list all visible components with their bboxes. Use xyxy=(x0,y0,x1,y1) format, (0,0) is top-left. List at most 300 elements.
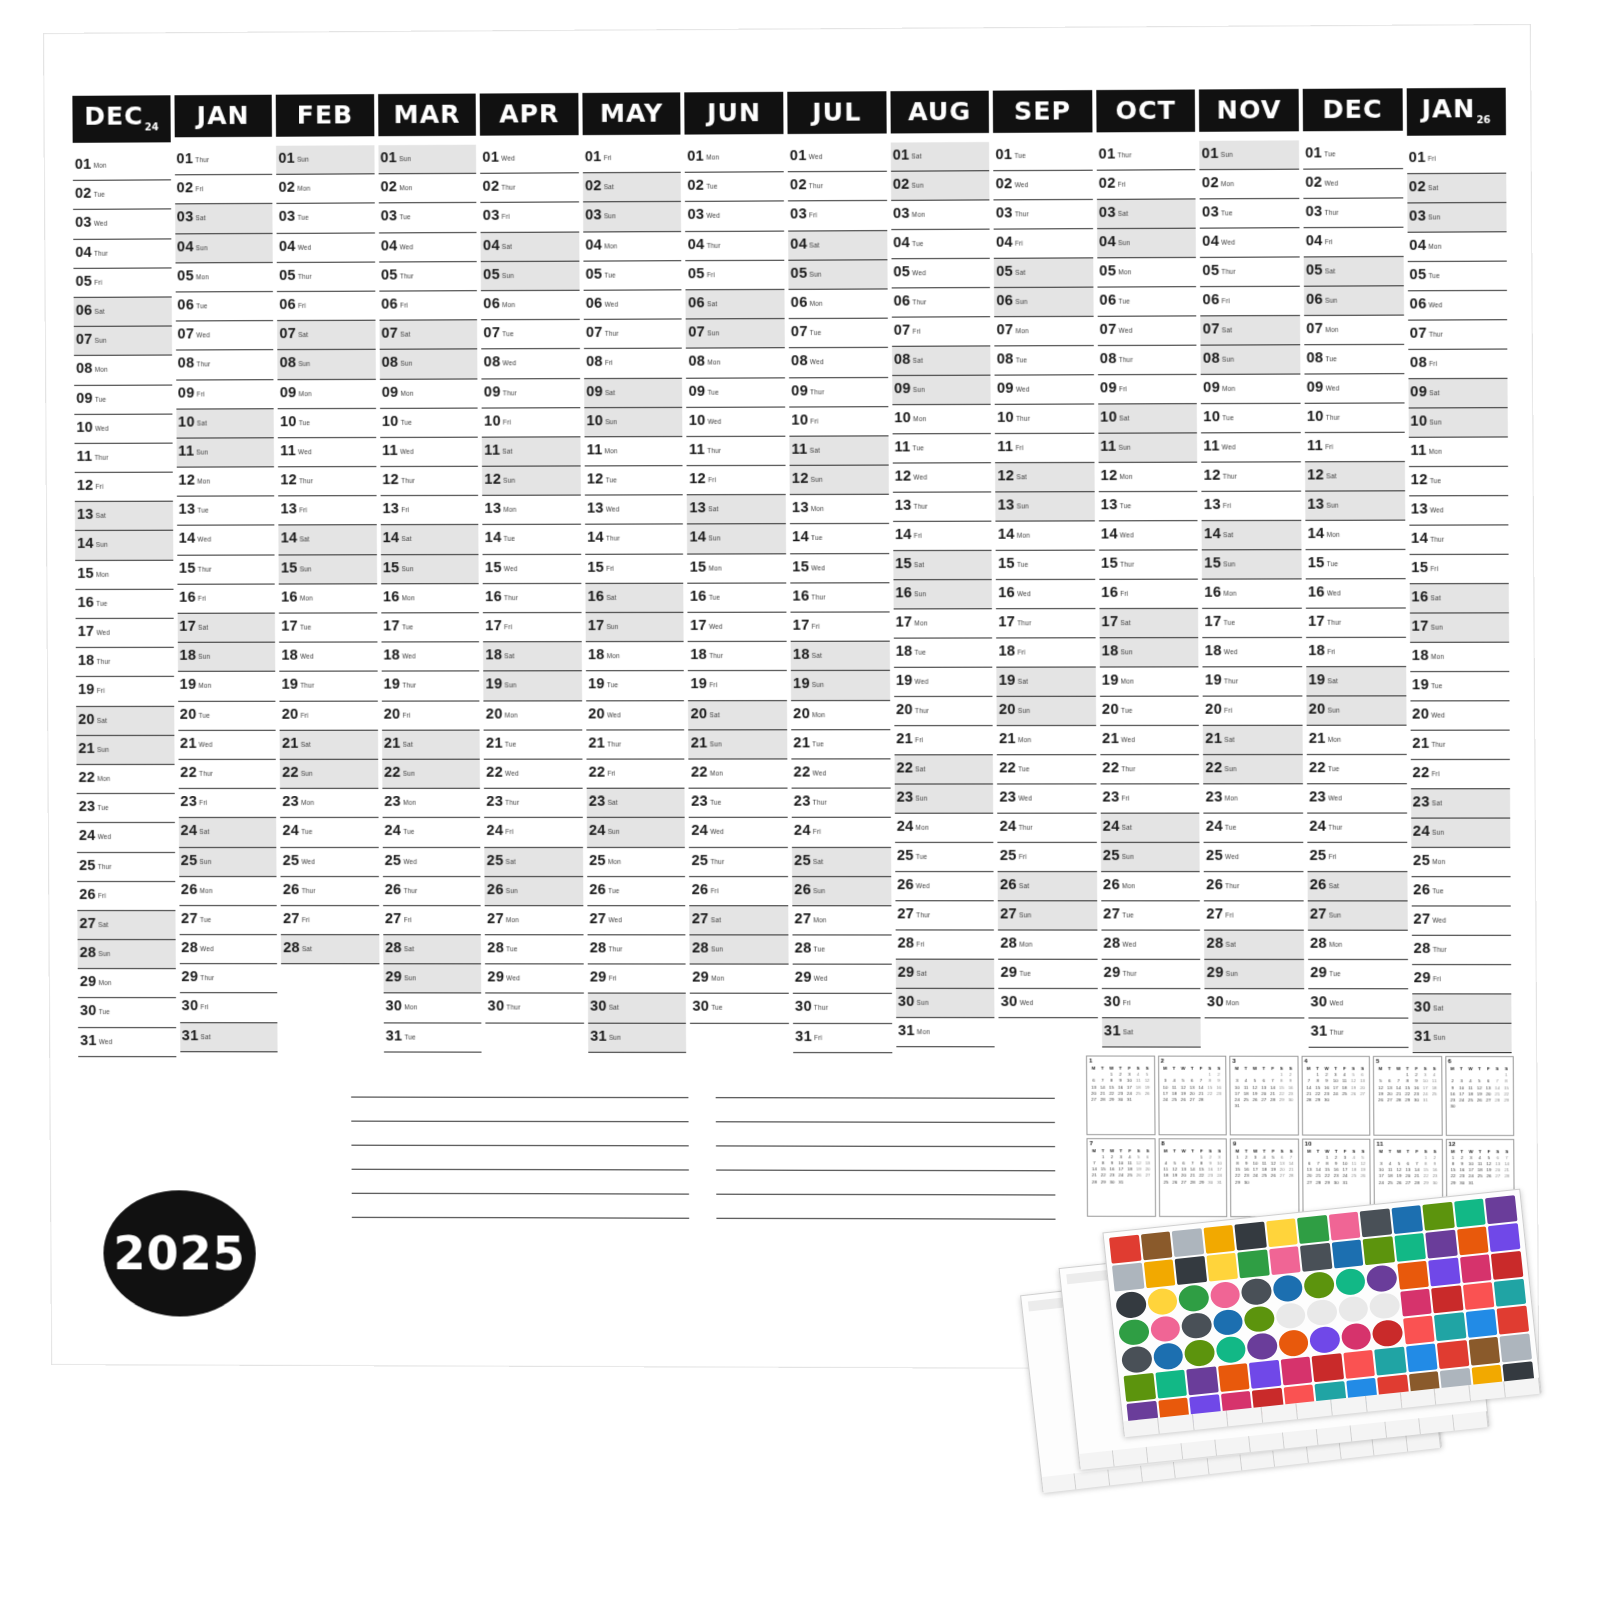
day-row[interactable] xyxy=(279,643,377,672)
day-row[interactable] xyxy=(280,701,378,730)
day-row[interactable] xyxy=(792,906,891,935)
day-row[interactable] xyxy=(1410,760,1510,789)
day-row[interactable] xyxy=(892,434,991,463)
day-row[interactable] xyxy=(178,789,276,818)
day-row[interactable] xyxy=(891,171,990,201)
day-row[interactable] xyxy=(481,232,579,262)
day-row[interactable] xyxy=(1306,696,1406,725)
day-row[interactable] xyxy=(178,701,276,730)
day-row[interactable] xyxy=(689,818,788,847)
notes-line[interactable] xyxy=(716,1170,1055,1172)
day-row[interactable] xyxy=(383,877,481,906)
day-row[interactable] xyxy=(996,609,1095,638)
day-row[interactable] xyxy=(891,317,990,347)
day-row[interactable] xyxy=(175,234,273,264)
day-row[interactable] xyxy=(1099,638,1198,667)
day-row[interactable] xyxy=(1303,140,1403,170)
day-row[interactable] xyxy=(688,671,787,700)
day-row[interactable] xyxy=(1304,257,1404,287)
day-row[interactable] xyxy=(382,818,480,847)
day-row[interactable] xyxy=(277,321,375,351)
day-row[interactable] xyxy=(178,760,276,789)
notes-line[interactable] xyxy=(351,1121,688,1123)
day-row[interactable] xyxy=(585,554,684,584)
day-row[interactable] xyxy=(685,172,784,202)
day-row[interactable] xyxy=(279,613,377,642)
day-row[interactable] xyxy=(997,784,1096,813)
day-row[interactable] xyxy=(1201,345,1300,375)
day-row[interactable] xyxy=(790,495,889,525)
day-row[interactable] xyxy=(380,467,478,497)
day-row[interactable] xyxy=(588,994,687,1023)
day-row[interactable] xyxy=(381,642,479,671)
day-row[interactable] xyxy=(277,292,375,322)
day-row[interactable] xyxy=(76,736,174,765)
day-row[interactable] xyxy=(1305,433,1405,463)
day-row[interactable] xyxy=(1411,877,1511,906)
day-row[interactable] xyxy=(1101,901,1200,930)
day-row[interactable] xyxy=(791,730,890,759)
day-row[interactable] xyxy=(1201,375,1300,405)
day-row[interactable] xyxy=(688,554,787,584)
day-row[interactable] xyxy=(1407,203,1507,233)
day-row[interactable] xyxy=(791,701,890,730)
day-row[interactable] xyxy=(791,759,890,788)
day-row[interactable] xyxy=(587,818,686,847)
day-row[interactable] xyxy=(280,760,378,789)
day-row[interactable] xyxy=(1407,291,1507,321)
day-row[interactable] xyxy=(994,288,1093,318)
notes-line[interactable] xyxy=(716,1097,1055,1099)
day-row[interactable] xyxy=(1410,643,1510,672)
day-row[interactable] xyxy=(997,668,1096,697)
day-row[interactable] xyxy=(485,906,583,935)
day-row[interactable] xyxy=(177,497,275,526)
day-row[interactable] xyxy=(790,466,889,496)
day-row[interactable] xyxy=(1204,814,1303,843)
day-row[interactable] xyxy=(1097,258,1196,288)
notes-line[interactable] xyxy=(716,1145,1055,1147)
day-row[interactable] xyxy=(176,467,274,497)
day-row[interactable] xyxy=(484,789,582,818)
day-row[interactable] xyxy=(584,378,683,408)
day-row[interactable] xyxy=(78,998,176,1027)
day-row[interactable] xyxy=(279,555,377,584)
day-row[interactable] xyxy=(175,175,273,205)
day-row[interactable] xyxy=(994,258,1093,288)
day-row[interactable] xyxy=(1098,433,1197,463)
day-row[interactable] xyxy=(180,994,278,1023)
day-row[interactable] xyxy=(998,901,1097,930)
day-row[interactable] xyxy=(1203,667,1302,696)
day-row[interactable] xyxy=(690,906,789,935)
day-row[interactable] xyxy=(179,847,277,876)
day-row[interactable] xyxy=(480,144,578,174)
day-row[interactable] xyxy=(1097,170,1196,200)
day-row[interactable] xyxy=(1308,901,1408,930)
day-row[interactable] xyxy=(1205,960,1304,989)
day-row[interactable] xyxy=(1409,613,1509,642)
day-row[interactable] xyxy=(380,438,478,468)
day-row[interactable] xyxy=(892,376,991,406)
day-row[interactable] xyxy=(1304,316,1404,346)
day-row[interactable] xyxy=(1410,731,1510,760)
day-row[interactable] xyxy=(686,349,785,379)
notes-line[interactable] xyxy=(716,1218,1055,1220)
day-row[interactable] xyxy=(896,989,995,1018)
day-row[interactable] xyxy=(994,317,1093,347)
day-row[interactable] xyxy=(687,437,786,467)
day-row[interactable] xyxy=(76,619,174,648)
day-row[interactable] xyxy=(75,531,173,560)
day-row[interactable] xyxy=(74,385,172,415)
day-row[interactable] xyxy=(178,731,276,760)
day-row[interactable] xyxy=(74,297,172,327)
day-row[interactable] xyxy=(483,613,581,642)
day-row[interactable] xyxy=(379,233,477,263)
day-row[interactable] xyxy=(177,584,275,613)
day-row[interactable] xyxy=(1097,316,1196,346)
day-row[interactable] xyxy=(1307,843,1407,872)
day-row[interactable] xyxy=(276,175,374,205)
day-row[interactable] xyxy=(895,843,994,872)
day-row[interactable] xyxy=(792,847,891,876)
day-row[interactable] xyxy=(76,648,174,677)
day-row[interactable] xyxy=(175,204,273,234)
day-row[interactable] xyxy=(891,200,990,230)
day-row[interactable] xyxy=(1101,872,1200,901)
day-row[interactable] xyxy=(583,144,682,174)
day-row[interactable] xyxy=(482,437,580,467)
day-row[interactable] xyxy=(178,818,276,847)
day-row[interactable] xyxy=(277,350,375,380)
day-row[interactable] xyxy=(1409,525,1509,555)
day-row[interactable] xyxy=(689,759,788,788)
day-row[interactable] xyxy=(1200,199,1299,229)
day-row[interactable] xyxy=(893,522,992,551)
day-row[interactable] xyxy=(790,583,889,613)
day-row[interactable] xyxy=(788,143,887,173)
day-row[interactable] xyxy=(1203,755,1302,784)
notes-line[interactable] xyxy=(352,1217,689,1219)
day-row[interactable] xyxy=(281,935,379,964)
day-row[interactable] xyxy=(997,697,1096,726)
day-row[interactable] xyxy=(279,672,377,701)
day-row[interactable] xyxy=(381,555,479,584)
day-row[interactable] xyxy=(996,551,1095,580)
day-row[interactable] xyxy=(76,765,174,794)
day-row[interactable] xyxy=(894,668,993,697)
day-row[interactable] xyxy=(483,584,581,613)
day-row[interactable] xyxy=(177,555,275,584)
day-row[interactable] xyxy=(588,965,687,994)
day-row[interactable] xyxy=(996,580,1095,609)
day-row[interactable] xyxy=(585,525,684,555)
day-row[interactable] xyxy=(1411,936,1511,965)
day-row[interactable] xyxy=(485,965,583,994)
day-row[interactable] xyxy=(1412,965,1512,994)
day-row[interactable] xyxy=(77,911,175,940)
day-row[interactable] xyxy=(280,847,378,876)
day-row[interactable] xyxy=(378,145,476,175)
day-row[interactable] xyxy=(1204,901,1303,930)
day-row[interactable] xyxy=(584,349,683,379)
day-row[interactable] xyxy=(380,379,478,409)
day-row[interactable] xyxy=(1204,843,1303,872)
day-row[interactable] xyxy=(486,994,584,1023)
day-row[interactable] xyxy=(175,321,273,351)
day-row[interactable] xyxy=(583,261,682,291)
day-row[interactable] xyxy=(177,614,275,643)
day-row[interactable] xyxy=(1408,320,1508,350)
day-row[interactable] xyxy=(893,609,992,638)
day-row[interactable] xyxy=(276,145,374,175)
day-row[interactable] xyxy=(793,994,892,1023)
day-row[interactable] xyxy=(587,877,686,906)
day-row[interactable] xyxy=(381,525,479,555)
day-row[interactable] xyxy=(584,437,683,467)
day-row[interactable] xyxy=(1304,374,1404,404)
day-row[interactable] xyxy=(687,407,786,437)
day-row[interactable] xyxy=(585,496,684,526)
day-row[interactable] xyxy=(686,319,785,349)
day-row[interactable] xyxy=(583,202,682,232)
day-row[interactable] xyxy=(382,730,480,759)
day-row[interactable] xyxy=(993,141,1092,171)
day-row[interactable] xyxy=(998,960,1097,989)
day-row[interactable] xyxy=(484,818,582,847)
day-row[interactable] xyxy=(1102,1018,1201,1047)
day-row[interactable] xyxy=(484,760,582,789)
day-row[interactable] xyxy=(483,642,581,671)
day-row[interactable] xyxy=(74,356,172,386)
day-row[interactable] xyxy=(75,473,173,502)
day-row[interactable] xyxy=(1410,672,1510,701)
day-row[interactable] xyxy=(1200,170,1299,200)
day-row[interactable] xyxy=(78,1028,176,1057)
day-row[interactable] xyxy=(1410,701,1510,730)
day-row[interactable] xyxy=(1411,789,1511,818)
day-row[interactable] xyxy=(382,847,480,876)
day-row[interactable] xyxy=(998,931,1097,960)
day-row[interactable] xyxy=(995,404,1094,434)
day-row[interactable] xyxy=(278,467,376,497)
day-row[interactable] xyxy=(789,407,888,437)
day-row[interactable] xyxy=(176,438,274,468)
day-row[interactable] xyxy=(379,350,477,380)
day-row[interactable] xyxy=(688,613,787,643)
day-row[interactable] xyxy=(279,584,377,613)
notes-line[interactable] xyxy=(351,1097,688,1099)
day-row[interactable] xyxy=(690,965,789,994)
day-row[interactable] xyxy=(78,969,176,998)
day-row[interactable] xyxy=(788,201,887,231)
day-row[interactable] xyxy=(382,701,480,730)
day-row[interactable] xyxy=(178,672,276,701)
day-row[interactable] xyxy=(587,789,686,818)
day-row[interactable] xyxy=(588,1023,687,1052)
day-row[interactable] xyxy=(484,730,582,759)
day-row[interactable] xyxy=(380,496,478,526)
day-row[interactable] xyxy=(998,872,1097,901)
day-row[interactable] xyxy=(1200,228,1299,258)
day-row[interactable] xyxy=(1101,843,1200,872)
day-row[interactable] xyxy=(586,671,685,700)
day-row[interactable] xyxy=(997,726,1096,755)
day-row[interactable] xyxy=(77,853,175,882)
day-row[interactable] xyxy=(75,560,173,589)
day-row[interactable] xyxy=(1204,784,1303,813)
day-row[interactable] xyxy=(1303,198,1403,228)
day-row[interactable] xyxy=(587,906,686,935)
day-row[interactable] xyxy=(1096,141,1195,171)
day-row[interactable] xyxy=(482,408,580,438)
day-row[interactable] xyxy=(1204,872,1303,901)
day-row[interactable] xyxy=(789,319,888,349)
day-row[interactable] xyxy=(482,379,580,409)
day-row[interactable] xyxy=(73,268,171,298)
day-row[interactable] xyxy=(1200,287,1299,317)
notes-line[interactable] xyxy=(351,1145,688,1147)
day-row[interactable] xyxy=(1411,848,1511,877)
day-row[interactable] xyxy=(687,495,786,525)
day-row[interactable] xyxy=(176,409,274,439)
day-row[interactable] xyxy=(176,350,274,380)
day-row[interactable] xyxy=(482,349,580,379)
day-row[interactable] xyxy=(1407,144,1507,174)
day-row[interactable] xyxy=(585,466,684,496)
day-row[interactable] xyxy=(688,701,787,730)
day-row[interactable] xyxy=(895,872,994,901)
day-row[interactable] xyxy=(175,263,273,293)
day-row[interactable] xyxy=(893,551,992,580)
day-row[interactable] xyxy=(1100,726,1199,755)
day-row[interactable] xyxy=(175,292,273,322)
day-row[interactable] xyxy=(481,203,579,233)
day-row[interactable] xyxy=(73,181,171,211)
day-row[interactable] xyxy=(892,346,991,376)
day-row[interactable] xyxy=(690,935,789,964)
day-row[interactable] xyxy=(790,524,889,554)
day-row[interactable] xyxy=(76,677,174,706)
day-row[interactable] xyxy=(895,814,994,843)
day-row[interactable] xyxy=(485,877,583,906)
day-row[interactable] xyxy=(1307,872,1407,901)
day-row[interactable] xyxy=(1305,462,1405,492)
day-row[interactable] xyxy=(1203,696,1302,725)
day-row[interactable] xyxy=(1099,521,1198,550)
day-row[interactable] xyxy=(995,434,1094,464)
day-row[interactable] xyxy=(1097,287,1196,317)
day-row[interactable] xyxy=(73,239,171,269)
day-row[interactable] xyxy=(894,784,993,813)
day-row[interactable] xyxy=(1100,667,1199,696)
day-row[interactable] xyxy=(895,960,994,989)
day-row[interactable] xyxy=(1308,960,1408,989)
day-row[interactable] xyxy=(280,730,378,759)
day-row[interactable] xyxy=(998,843,1097,872)
day-row[interactable] xyxy=(1306,638,1406,667)
day-row[interactable] xyxy=(789,289,888,319)
day-row[interactable] xyxy=(177,643,275,672)
day-row[interactable] xyxy=(281,877,379,906)
day-row[interactable] xyxy=(75,443,173,472)
day-row[interactable] xyxy=(1305,491,1405,521)
day-row[interactable] xyxy=(278,496,376,526)
day-row[interactable] xyxy=(1200,257,1299,287)
day-row[interactable] xyxy=(379,203,477,233)
day-row[interactable] xyxy=(74,414,172,444)
day-row[interactable] xyxy=(179,877,277,906)
day-row[interactable] xyxy=(379,320,477,350)
notes-line[interactable] xyxy=(716,1121,1055,1123)
day-row[interactable] xyxy=(1202,550,1301,579)
day-row[interactable] xyxy=(1306,667,1406,696)
day-row[interactable] xyxy=(790,554,889,584)
day-row[interactable] xyxy=(481,261,579,291)
day-row[interactable] xyxy=(280,789,378,818)
day-row[interactable] xyxy=(791,612,890,642)
day-row[interactable] xyxy=(891,288,990,318)
day-row[interactable] xyxy=(1407,262,1507,292)
day-row[interactable] xyxy=(1200,140,1299,170)
day-row[interactable] xyxy=(1202,492,1301,522)
day-row[interactable] xyxy=(277,204,375,234)
day-row[interactable] xyxy=(1201,404,1300,434)
day-row[interactable] xyxy=(1100,755,1199,784)
day-row[interactable] xyxy=(893,492,992,521)
day-row[interactable] xyxy=(687,525,786,555)
day-row[interactable] xyxy=(690,994,789,1023)
day-row[interactable] xyxy=(1202,609,1301,638)
day-row[interactable] xyxy=(894,697,993,726)
day-row[interactable] xyxy=(1408,350,1508,380)
day-row[interactable] xyxy=(1101,931,1200,960)
day-row[interactable] xyxy=(1203,638,1302,667)
day-row[interactable] xyxy=(791,642,890,672)
day-row[interactable] xyxy=(584,320,683,350)
day-row[interactable] xyxy=(994,200,1093,230)
day-row[interactable] xyxy=(180,1023,278,1052)
day-row[interactable] xyxy=(586,701,685,730)
day-row[interactable] xyxy=(179,906,277,935)
day-row[interactable] xyxy=(384,1023,482,1052)
day-row[interactable] xyxy=(77,794,175,823)
day-row[interactable] xyxy=(78,940,176,969)
day-row[interactable] xyxy=(689,789,788,818)
day-row[interactable] xyxy=(791,671,890,700)
day-row[interactable] xyxy=(1202,462,1301,492)
day-row[interactable] xyxy=(383,935,481,964)
day-row[interactable] xyxy=(279,526,377,555)
day-row[interactable] xyxy=(485,935,583,964)
day-row[interactable] xyxy=(482,467,580,497)
day-row[interactable] xyxy=(74,327,172,357)
day-row[interactable] xyxy=(177,526,275,555)
day-row[interactable] xyxy=(483,525,581,555)
day-row[interactable] xyxy=(586,642,685,671)
day-row[interactable] xyxy=(1305,550,1405,579)
day-row[interactable] xyxy=(379,262,477,292)
day-row[interactable] xyxy=(1306,608,1406,637)
day-row[interactable] xyxy=(1204,931,1303,960)
day-row[interactable] xyxy=(892,463,991,492)
day-row[interactable] xyxy=(793,965,892,994)
day-row[interactable] xyxy=(789,348,888,378)
day-row[interactable] xyxy=(1101,960,1200,989)
day-row[interactable] xyxy=(382,789,480,818)
day-row[interactable] xyxy=(480,173,578,203)
